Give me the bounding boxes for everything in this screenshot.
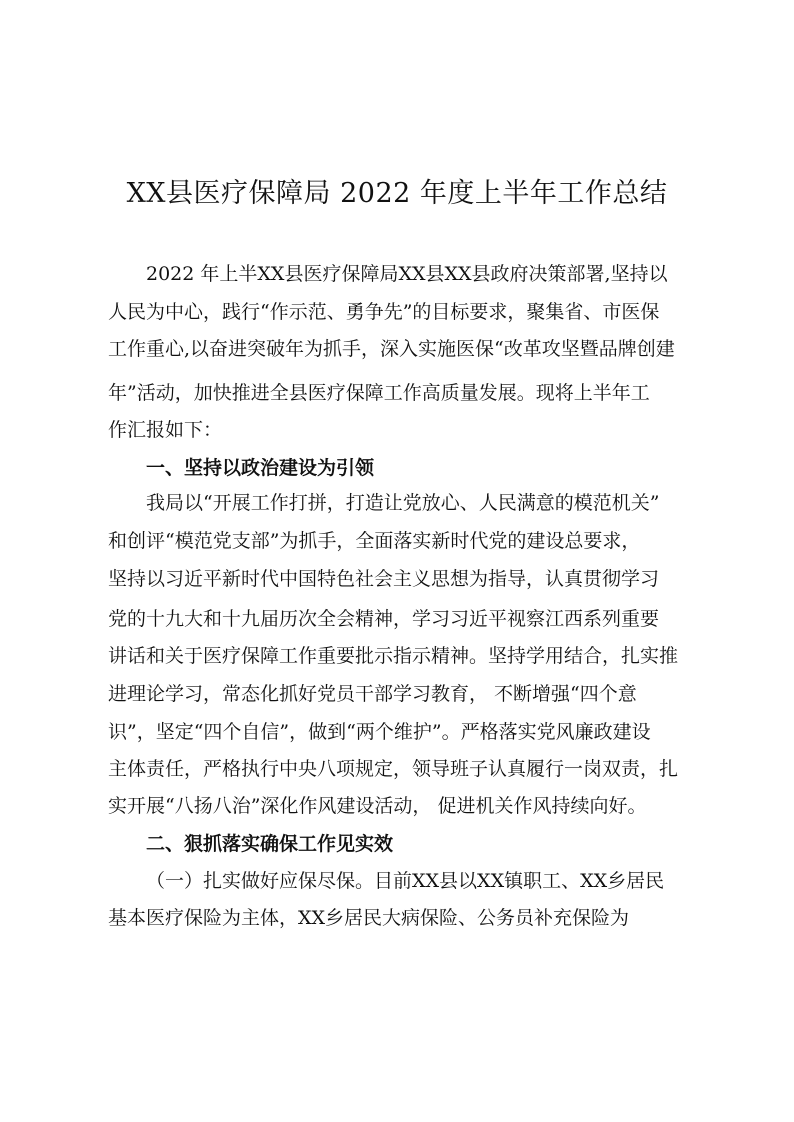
- section-1-line-9: 实开展“八扬八治”深化作风建设活动， 促进机关作风持续向好。: [108, 795, 647, 817]
- section-1-line-8: 主体责任，严格执行中央八项规定，领导班子认真履行一岗双责，扎: [108, 758, 679, 780]
- section-2-line-1: （一）扎实做好应保尽保。目前XX县以XX镇职工、XX乡居民: [146, 870, 665, 892]
- intro-line-2: 人民为中心，践行“作示范、勇争先”的目标要求，聚集省、市医保: [108, 301, 660, 323]
- section-2-line-2: 基本医疗保险为主体，XX乡居民大病保险、公务员补充保险为: [108, 907, 630, 929]
- section-1-line-6: 进理论学习，常态化抓好党员干部学习教育， 不断增强“四个意: [108, 683, 637, 705]
- document-title: XX县医疗保障局 2022 年度上半年工作总结: [126, 178, 668, 209]
- intro-line-1: 2022 年上半XX县医疗保障局XX县XX县政府决策部署,坚持以: [146, 263, 668, 285]
- intro-line-3: 工作重心,以奋进突破年为抓手，深入实施医保“改革攻坚暨品牌创建: [108, 338, 675, 360]
- section-2-heading: 二、狠抓落实确保工作见实效: [146, 833, 394, 855]
- section-1-line-3: 坚持以习近平新时代中国特色社会主义思想为指导，认真贯彻学习: [108, 568, 660, 590]
- section-1-heading: 一、坚持以政治建设为引领: [146, 457, 375, 479]
- section-1-line-2: 和创评“模范党支部”为抓手，全面落实新时代党的建设总要求，: [108, 530, 641, 552]
- section-1-line-7: 识”，坚定“四个自信”，做到“两个维护”。严格落实党风廉政建设: [108, 721, 651, 743]
- section-1-line-5: 讲话和关于医疗保障工作重要批示指示精神。坚持学用结合，扎实推: [108, 645, 679, 667]
- intro-line-5: 作汇报如下：: [108, 419, 223, 441]
- section-1-line-4: 党的十九大和十九届历次全会精神，学习习近平视察江西系列重要: [108, 608, 660, 630]
- intro-line-4: 年”活动，加快推进全县医疗保障工作高质量发展。现将上半年工: [108, 382, 650, 404]
- section-1-line-1: 我局以“开展工作打拼，打造让党放心、人民满意的模范机关”: [146, 492, 660, 514]
